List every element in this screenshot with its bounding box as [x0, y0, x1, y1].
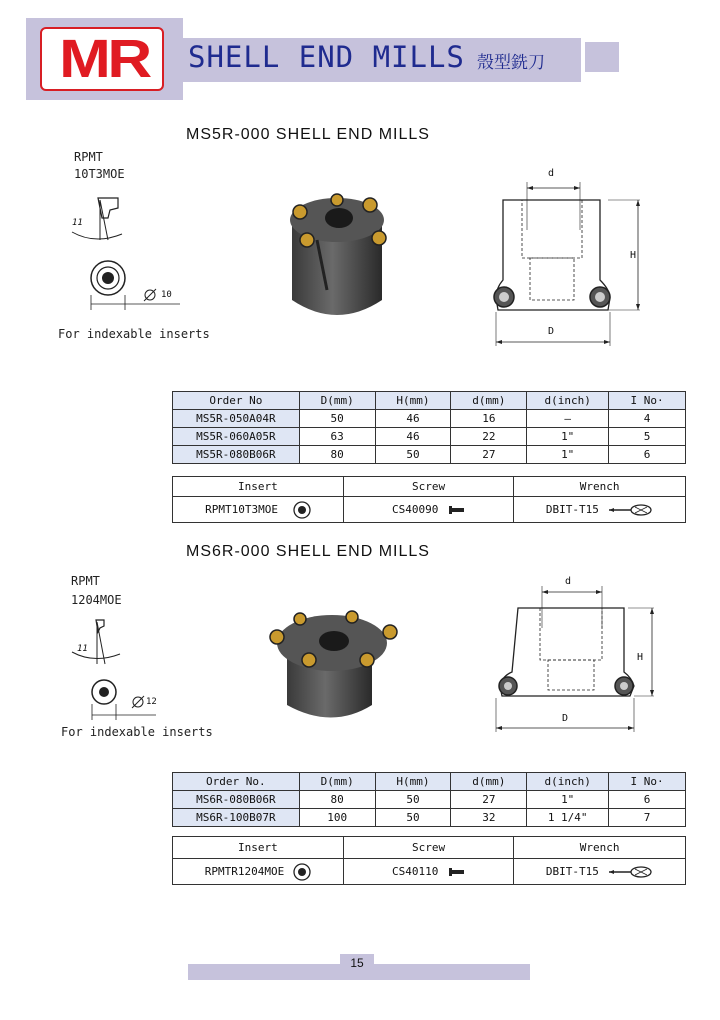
acc-screw-value: CS40090: [392, 503, 439, 516]
table-cell: 80: [299, 791, 375, 809]
section2-title: MS6R-000 SHELL END MILLS: [186, 543, 430, 560]
accessory-header-row: [173, 477, 686, 497]
table-cell: 16: [451, 410, 527, 428]
table-cell: 27: [451, 791, 527, 809]
order-no-cell: MS5R-050A04R: [173, 410, 300, 428]
acc-wrench-value: DBIT-T15: [545, 865, 599, 878]
table-cell: 100: [299, 809, 375, 827]
page-title-chinese: 殼型銑刀: [477, 53, 545, 73]
table-cell: 50: [299, 410, 375, 428]
acc-screw-cell: [343, 859, 514, 885]
acc-insert-cell: [173, 497, 344, 523]
section1-title: MS5R-000 SHELL END MILLS: [186, 126, 430, 143]
table-cell: 63: [299, 428, 375, 446]
acc-screw-value: CS40110: [392, 865, 439, 878]
acc-header-wrench: Wrench: [514, 837, 686, 859]
acc-header-wrench: Wrench: [514, 477, 686, 497]
wrench-icon: [609, 504, 653, 516]
table-cell: 1": [527, 428, 609, 446]
table-cell: 1": [527, 446, 609, 464]
acc-insert-cell: [173, 859, 344, 885]
section1-insert-code-2: 10T3MOE: [74, 167, 125, 181]
table-cell: 32: [451, 809, 527, 827]
table-row: [173, 791, 686, 809]
section2-product-photo: [262, 605, 402, 735]
table-cell: 7: [609, 809, 686, 827]
table-cell: 5: [609, 428, 686, 446]
section2-dim-D-label: D: [562, 713, 569, 724]
table-row: [173, 410, 686, 428]
table-row: [173, 446, 686, 464]
table-cell: 27: [451, 446, 527, 464]
col-D: D(mm): [299, 392, 375, 410]
acc-header-screw: Screw: [343, 837, 514, 859]
acc-header-screw: Screw: [343, 477, 514, 497]
table-cell: 46: [375, 428, 451, 446]
table-cell: 80: [299, 446, 375, 464]
col-d-inch: d(inch): [527, 392, 609, 410]
section2-insert-code-1: RPMT: [71, 574, 100, 588]
wrench-icon: [609, 866, 653, 878]
table-row: [173, 809, 686, 827]
section1-accessory-table: [172, 476, 686, 523]
section1-product-photo: [282, 180, 402, 330]
col-insert-no: I No·: [609, 773, 686, 791]
insert-icon: [293, 863, 311, 881]
col-D: D(mm): [299, 773, 375, 791]
col-order-no: Order No: [173, 392, 300, 410]
order-no-cell: MS5R-060A05R: [173, 428, 300, 446]
table-cell: 46: [375, 410, 451, 428]
acc-header-insert: Insert: [173, 837, 344, 859]
table-cell: 6: [609, 446, 686, 464]
section2-accessory-table: [172, 836, 686, 885]
section1-dimension-drawing: [490, 170, 650, 350]
table-cell: –: [527, 410, 609, 428]
section2-dim-H-label: H: [637, 652, 644, 663]
section1-spec-table: [172, 391, 686, 464]
screw-icon: [449, 868, 465, 876]
col-H: H(mm): [375, 773, 451, 791]
col-order-no: Order No.: [173, 773, 300, 791]
order-no-cell: MS6R-100B07R: [173, 809, 300, 827]
section2-dimension-drawing: [490, 580, 660, 740]
acc-insert-value: RPMTR1204MOE: [204, 864, 285, 878]
section1-dim-D-label: D: [548, 326, 555, 337]
section1-dim-H-label: H: [630, 250, 637, 261]
section2-insert-profile-diagram: [62, 612, 142, 672]
order-no-cell: MS5R-080B06R: [173, 446, 300, 464]
order-no-cell: MS6R-080B06R: [173, 791, 300, 809]
accessory-header-row: [173, 837, 686, 859]
accessory-value-row: [173, 859, 686, 885]
brand-logo: MR: [59, 29, 149, 89]
acc-header-insert: Insert: [173, 477, 344, 497]
screw-icon: [449, 506, 465, 514]
section1-angle-label: 11: [72, 218, 83, 228]
table-cell: 50: [375, 791, 451, 809]
table-cell: 1 1/4": [527, 809, 609, 827]
table-header-row: [173, 392, 686, 410]
title-end-block: [585, 42, 619, 72]
table-cell: 22: [451, 428, 527, 446]
table-row: [173, 428, 686, 446]
acc-screw-cell: [343, 497, 514, 523]
acc-wrench-value: DBIT-T15: [545, 503, 599, 516]
table-cell: 50: [375, 809, 451, 827]
section1-diameter-label: 10: [161, 290, 172, 300]
section2-dim-d-label: d: [565, 576, 572, 587]
table-header-row: [173, 773, 686, 791]
col-d: d(mm): [451, 392, 527, 410]
acc-wrench-cell: [514, 497, 686, 523]
page-title: SHELL END MILLS: [188, 40, 465, 74]
insert-icon: [293, 501, 311, 519]
page-number: 15: [340, 954, 374, 972]
col-d: d(mm): [451, 773, 527, 791]
table-cell: 1": [527, 791, 609, 809]
accessory-value-row: [173, 497, 686, 523]
section2-insert-code-2: 1204MOE: [71, 593, 122, 607]
acc-wrench-cell: [514, 859, 686, 885]
col-H: H(mm): [375, 392, 451, 410]
section2-diameter-label: 12: [146, 697, 157, 707]
table-cell: 6: [609, 791, 686, 809]
table-cell: 50: [375, 446, 451, 464]
section1-insert-top-diagram: [80, 252, 190, 312]
section2-angle-label: 11: [77, 644, 88, 654]
section1-note: For indexable inserts: [58, 327, 210, 341]
table-cell: 4: [609, 410, 686, 428]
acc-insert-value: RPMT10T3MOE: [205, 502, 278, 516]
section1-insert-code-1: RPMT: [74, 150, 103, 164]
section1-dim-d-label: d: [548, 168, 555, 179]
col-insert-no: I No·: [609, 392, 686, 410]
section2-spec-table: [172, 772, 686, 827]
col-d-inch: d(inch): [527, 773, 609, 791]
section2-note: For indexable inserts: [61, 725, 213, 739]
